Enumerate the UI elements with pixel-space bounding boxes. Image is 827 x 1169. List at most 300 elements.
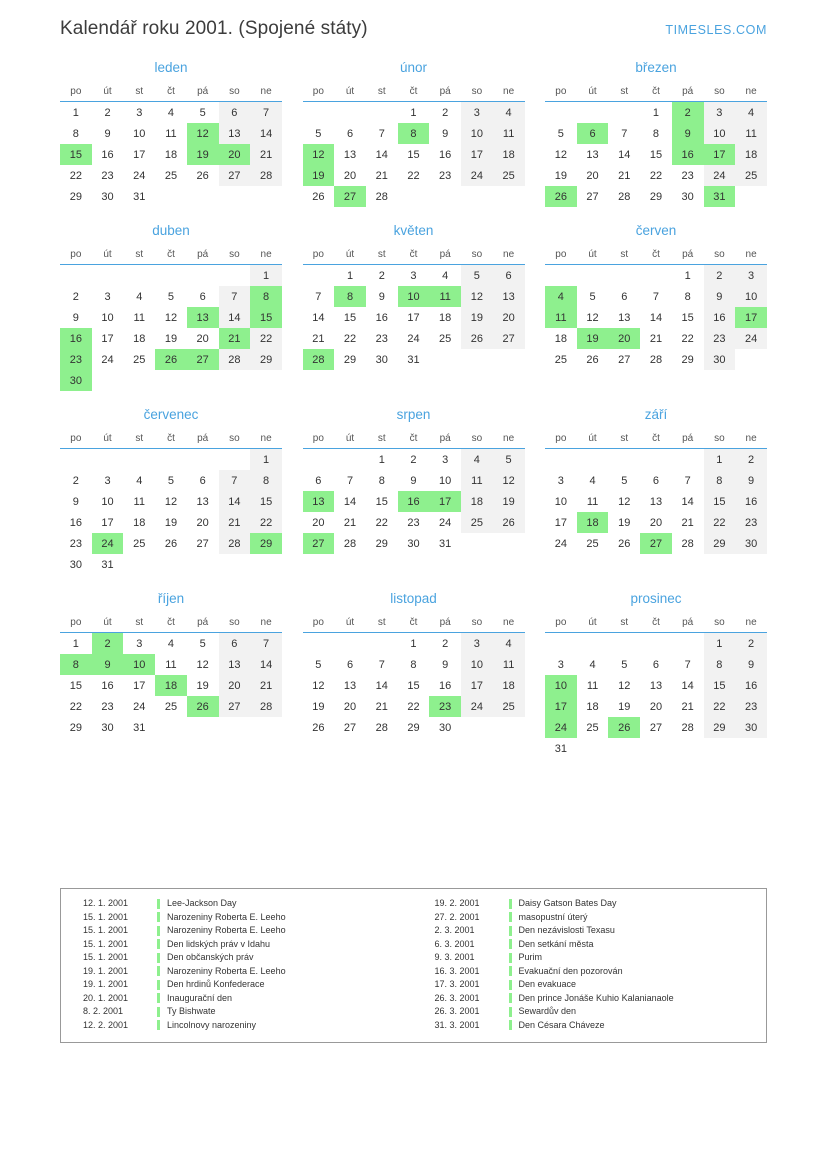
day-cell: 5	[557, 127, 564, 140]
weekday-čt: čt	[640, 431, 672, 449]
legend-text: Sewardův den	[518, 1006, 577, 1016]
day-cell: 14	[343, 495, 357, 508]
day-cell-highlighted: 29	[250, 533, 282, 554]
day-cell: 31	[407, 353, 420, 366]
empty-cell	[303, 449, 335, 471]
week-row	[303, 328, 525, 349]
day-cell: 5	[315, 658, 322, 671]
month-červenec	[60, 407, 282, 575]
month-únor	[303, 60, 525, 207]
day-cell: 15	[343, 311, 357, 324]
legend-text: Evakuační den pozorován	[518, 965, 623, 976]
weekday-header-row	[60, 84, 282, 102]
day-cell: 14	[375, 148, 388, 161]
week-row	[60, 449, 282, 471]
day-cell: 16	[69, 516, 82, 529]
day-cell: 11	[133, 311, 145, 324]
day-cell-highlighted: 17	[429, 491, 461, 512]
day-cell-highlighted: 26	[155, 349, 187, 370]
day-cell-highlighted: 20	[608, 328, 640, 349]
legend-date: 26. 3. 2001	[434, 992, 480, 1003]
day-cell: 29	[407, 721, 420, 734]
day-cell-highlighted: 12	[187, 123, 219, 144]
legend-color-swatch	[509, 993, 512, 1003]
week-row	[303, 491, 525, 512]
week-row	[545, 633, 767, 655]
weekday-út: út	[334, 431, 366, 449]
week-row	[60, 307, 282, 328]
month-table	[545, 247, 767, 370]
day-cell: 8	[684, 290, 691, 303]
day-cell: 20	[312, 516, 325, 529]
day-cell: 7	[652, 290, 660, 303]
weekday-ne: ne	[493, 247, 525, 265]
day-cell: 21	[250, 144, 282, 165]
day-cell: 28	[681, 721, 694, 734]
day-cell: 10	[133, 127, 146, 140]
weekday-st: st	[366, 247, 398, 265]
day-cell: 2	[72, 290, 79, 303]
month-červen	[545, 223, 767, 391]
day-cell: 8	[72, 127, 79, 140]
day-cell: 13	[343, 148, 357, 161]
day-cell: 24	[554, 537, 567, 550]
legend-color-swatch	[509, 953, 512, 963]
week-row	[60, 470, 282, 491]
empty-cell	[155, 265, 187, 287]
weekday-ne: ne	[250, 431, 282, 449]
month-leden	[60, 60, 282, 207]
weekday-čt: čt	[155, 431, 187, 449]
month-table	[545, 431, 767, 554]
day-cell: 28	[343, 537, 357, 550]
week-row	[60, 512, 282, 533]
day-cell: 21	[618, 169, 631, 182]
empty-cell	[219, 370, 251, 391]
day-cell: 6	[346, 127, 354, 140]
day-cell: 29	[649, 190, 663, 203]
weekday-so: so	[219, 431, 251, 449]
day-cell: 24	[735, 328, 767, 349]
day-cell: 18	[493, 675, 525, 696]
legend-color-swatch	[157, 966, 160, 976]
weekday-header-row	[303, 247, 525, 265]
weekday-út: út	[334, 84, 366, 102]
week-row	[303, 265, 525, 287]
day-cell-highlighted: 23	[60, 349, 92, 370]
empty-cell	[250, 717, 282, 738]
day-cell: 15	[69, 679, 82, 692]
day-cell-highlighted: 15	[60, 144, 92, 165]
day-cell: 13	[196, 495, 209, 508]
day-cell: 3	[104, 474, 111, 487]
day-cell: 21	[681, 700, 694, 713]
weekday-st: st	[366, 431, 398, 449]
day-cell: 11	[735, 123, 767, 144]
day-cell-highlighted: 16	[672, 144, 704, 165]
week-row	[545, 696, 767, 717]
week-row	[303, 533, 525, 554]
month-table	[60, 247, 282, 391]
day-cell: 5	[589, 290, 596, 303]
day-cell: 7	[250, 102, 282, 124]
day-cell: 24	[461, 696, 493, 717]
day-cell: 16	[101, 679, 114, 692]
empty-cell	[187, 717, 219, 738]
weekday-header-row	[60, 431, 282, 449]
week-row	[545, 144, 767, 165]
empty-cell	[155, 717, 187, 738]
weekday-pá: pá	[672, 615, 704, 633]
week-row	[303, 675, 525, 696]
day-cell-highlighted: 8	[60, 654, 92, 675]
legend-color-swatch	[157, 926, 160, 936]
day-cell: 3	[136, 637, 143, 650]
empty-cell	[123, 449, 155, 471]
day-cell: 4	[442, 269, 449, 282]
month-říjen	[60, 591, 282, 759]
month-name: říjen	[157, 591, 185, 606]
day-cell: 4	[136, 290, 143, 303]
weekday-st: st	[123, 247, 155, 265]
day-cell: 24	[704, 165, 736, 186]
day-cell: 20	[649, 700, 663, 713]
month-name: prosinec	[630, 591, 682, 606]
day-cell: 5	[621, 658, 628, 671]
day-cell: 14	[618, 148, 631, 161]
weekday-čt: čt	[398, 431, 430, 449]
week-row	[545, 265, 767, 287]
day-cell: 12	[312, 679, 325, 692]
day-cell: 5	[315, 127, 322, 140]
empty-cell	[187, 370, 219, 391]
day-cell: 17	[101, 332, 114, 345]
day-cell: 6	[219, 633, 251, 655]
day-cell: 21	[649, 332, 663, 345]
week-row	[60, 491, 282, 512]
day-cell: 1	[410, 106, 417, 119]
day-cell: 11	[133, 495, 145, 508]
day-cell-highlighted: 27	[334, 186, 366, 207]
weekday-header-row	[545, 431, 767, 449]
legend-item	[71, 938, 405, 952]
month-name: únor	[399, 60, 428, 75]
legend-date: 27. 2. 2001	[434, 911, 480, 922]
weekday-so: so	[219, 247, 251, 265]
day-cell: 17	[407, 311, 420, 324]
weekday-čt: čt	[398, 615, 430, 633]
weekday-header-row	[545, 615, 767, 633]
day-cell-highlighted: 27	[640, 533, 672, 554]
empty-cell	[577, 633, 609, 655]
empty-cell	[250, 554, 282, 575]
empty-cell	[366, 102, 398, 124]
empty-cell	[123, 554, 155, 575]
day-cell: 5	[461, 265, 493, 287]
day-cell: 28	[219, 533, 251, 554]
weekday-header-row	[303, 431, 525, 449]
month-name: srpen	[396, 407, 431, 422]
weekday-po: po	[545, 84, 577, 102]
day-cell: 21	[219, 512, 251, 533]
empty-cell	[303, 102, 335, 124]
day-cell: 22	[343, 332, 357, 345]
day-cell: 25	[586, 721, 599, 734]
day-cell: 25	[133, 537, 146, 550]
week-row	[60, 328, 282, 349]
empty-cell	[334, 102, 366, 124]
day-cell: 2	[378, 269, 385, 282]
legend-item	[423, 978, 757, 992]
day-cell-highlighted: 11	[545, 307, 577, 328]
day-cell: 28	[618, 190, 631, 203]
legend-item	[423, 924, 757, 938]
day-cell: 6	[493, 265, 525, 287]
day-cell-highlighted: 20	[219, 144, 251, 165]
legend-text: masopustní úterý	[518, 911, 588, 922]
weekday-ne: ne	[250, 247, 282, 265]
month-table	[303, 431, 525, 554]
day-cell: 21	[250, 675, 282, 696]
day-cell: 2	[442, 637, 449, 650]
legend-text: Den Césara Cháveze	[518, 1019, 605, 1030]
day-cell: 14	[250, 123, 282, 144]
day-cell-highlighted: 13	[303, 491, 335, 512]
day-cell: 1	[72, 637, 79, 650]
empty-cell	[250, 186, 282, 207]
legend-color-swatch	[509, 912, 512, 922]
day-cell: 29	[375, 537, 388, 550]
day-cell: 19	[164, 332, 178, 345]
empty-cell	[92, 370, 124, 391]
week-row	[303, 717, 525, 738]
day-cell: 21	[375, 169, 388, 182]
month-květen	[303, 223, 525, 391]
day-cell-highlighted: 11	[429, 286, 461, 307]
day-cell-highlighted: 23	[429, 696, 461, 717]
week-row	[60, 165, 282, 186]
day-cell-highlighted: 16	[398, 491, 430, 512]
day-cell: 25	[735, 165, 767, 186]
legend-item	[71, 992, 405, 1006]
month-name: listopad	[390, 591, 437, 606]
day-cell: 22	[69, 169, 82, 182]
day-cell-highlighted: 19	[187, 144, 219, 165]
day-cell: 9	[72, 495, 79, 508]
day-cell: 19	[461, 307, 493, 328]
week-row	[60, 370, 282, 391]
weekday-pá: pá	[672, 247, 704, 265]
day-cell: 16	[439, 679, 452, 692]
day-cell-highlighted: 24	[545, 717, 577, 738]
week-row	[303, 307, 525, 328]
weekday-út: út	[92, 84, 124, 102]
day-cell: 24	[461, 165, 493, 186]
day-cell: 30	[439, 721, 452, 734]
day-cell: 18	[133, 516, 146, 529]
day-cell: 7	[684, 658, 691, 671]
day-cell: 13	[219, 123, 251, 144]
empty-cell	[577, 265, 609, 287]
day-cell-highlighted: 6	[577, 123, 609, 144]
legend-color-swatch	[157, 980, 160, 990]
day-cell: 28	[649, 353, 663, 366]
empty-cell	[493, 717, 525, 738]
empty-cell	[123, 370, 155, 391]
empty-cell	[60, 265, 92, 287]
weekday-po: po	[303, 247, 335, 265]
empty-cell	[640, 633, 672, 655]
day-cell: 7	[684, 474, 691, 487]
weekday-čt: čt	[155, 247, 187, 265]
empty-cell	[334, 449, 366, 471]
legend-item	[423, 897, 757, 911]
day-cell: 31	[133, 721, 146, 734]
month-prosinec	[545, 591, 767, 759]
day-cell: 19	[164, 516, 178, 529]
day-cell: 16	[735, 491, 767, 512]
month-table	[303, 247, 525, 370]
legend-text: Lee-Jackson Day	[167, 898, 237, 908]
day-cell: 5	[493, 449, 525, 471]
day-cell: 30	[101, 721, 114, 734]
day-cell: 27	[649, 721, 663, 734]
weekday-po: po	[303, 84, 335, 102]
legend-color-swatch	[509, 980, 512, 990]
day-cell: 10	[554, 495, 567, 508]
weekday-ne: ne	[250, 615, 282, 633]
weekday-pá: pá	[187, 615, 219, 633]
day-cell: 9	[735, 470, 767, 491]
empty-cell	[608, 102, 640, 124]
legend-date: 31. 3. 2001	[434, 1019, 480, 1030]
weekday-čt: čt	[398, 84, 430, 102]
weekday-pá: pá	[672, 431, 704, 449]
legend-text: Den evakuace	[518, 979, 577, 989]
day-cell: 22	[649, 169, 663, 182]
week-row	[303, 633, 525, 655]
day-cell: 4	[167, 637, 175, 650]
day-cell: 31	[101, 558, 114, 571]
day-cell: 12	[586, 311, 599, 324]
empty-cell	[577, 449, 609, 471]
month-srpen	[303, 407, 525, 575]
legend-color-swatch	[157, 1020, 160, 1030]
weekday-so: so	[461, 615, 493, 633]
week-row	[60, 675, 282, 696]
day-cell: 3	[104, 290, 111, 303]
week-row	[303, 144, 525, 165]
day-cell-highlighted: 24	[92, 533, 124, 554]
day-cell: 3	[704, 102, 736, 124]
month-name: leden	[154, 60, 188, 75]
day-cell: 25	[461, 512, 493, 533]
week-row	[545, 654, 767, 675]
day-cell: 4	[493, 102, 525, 124]
day-cell: 17	[554, 516, 567, 529]
day-cell: 6	[652, 658, 660, 671]
day-cell: 20	[343, 700, 357, 713]
day-cell: 31	[554, 742, 567, 755]
week-row	[545, 286, 767, 307]
week-row	[303, 512, 525, 533]
day-cell: 22	[250, 328, 282, 349]
week-row	[545, 328, 767, 349]
empty-cell	[545, 265, 577, 287]
day-cell: 2	[735, 633, 767, 655]
day-cell: 22	[704, 696, 736, 717]
legend-text: Ty Bishwate	[167, 1006, 216, 1016]
empty-cell	[155, 449, 187, 471]
weekday-header-row	[60, 247, 282, 265]
weekday-čt: čt	[640, 247, 672, 265]
weekday-st: st	[366, 615, 398, 633]
legend-item	[71, 978, 405, 992]
empty-cell	[219, 265, 251, 287]
day-cell: 7	[378, 658, 385, 671]
day-cell: 19	[312, 700, 325, 713]
day-cell: 8	[250, 470, 282, 491]
legend-date: 12. 1. 2001	[83, 898, 129, 908]
weekday-ne: ne	[493, 615, 525, 633]
legend-text: Den hrdinů Konfederace	[167, 979, 265, 989]
day-cell: 27	[493, 328, 525, 349]
day-cell: 26	[493, 512, 525, 533]
day-cell: 6	[199, 474, 206, 487]
day-cell: 6	[199, 290, 206, 303]
day-cell: 8	[704, 470, 736, 491]
day-cell: 20	[343, 169, 357, 182]
day-cell: 27	[196, 537, 209, 550]
day-cell-highlighted: 16	[60, 328, 92, 349]
months-row-2	[60, 223, 767, 391]
empty-cell	[461, 533, 493, 554]
day-cell: 30	[704, 349, 736, 370]
empty-cell	[461, 717, 493, 738]
day-cell: 7	[250, 633, 282, 655]
week-row	[60, 286, 282, 307]
legend-item	[71, 1019, 405, 1033]
legend-item	[423, 965, 757, 979]
day-cell: 3	[557, 658, 564, 671]
day-cell: 25	[164, 700, 178, 713]
day-cell: 12	[461, 286, 493, 307]
day-cell: 15	[704, 675, 736, 696]
week-row	[545, 102, 767, 124]
day-cell: 14	[250, 654, 282, 675]
weekday-pá: pá	[429, 247, 461, 265]
legend-text: Lincolnovy narozeniny	[167, 1019, 257, 1030]
day-cell: 1	[704, 633, 736, 655]
month-name: září	[644, 407, 668, 422]
day-cell: 25	[586, 537, 599, 550]
week-row	[545, 512, 767, 533]
day-cell-highlighted: 2	[92, 633, 124, 655]
month-name: březen	[635, 60, 677, 75]
weekday-so: so	[219, 615, 251, 633]
weekday-header-row	[303, 615, 525, 633]
weekday-pá: pá	[672, 84, 704, 102]
day-cell: 5	[167, 290, 175, 303]
day-cell-highlighted: 21	[219, 328, 251, 349]
legend-color-swatch	[509, 899, 512, 909]
day-cell: 16	[735, 675, 767, 696]
month-listopad	[303, 591, 525, 759]
day-cell: 10	[461, 654, 493, 675]
weekday-so: so	[461, 431, 493, 449]
day-cell: 10	[101, 495, 114, 508]
day-cell: 24	[407, 332, 420, 345]
